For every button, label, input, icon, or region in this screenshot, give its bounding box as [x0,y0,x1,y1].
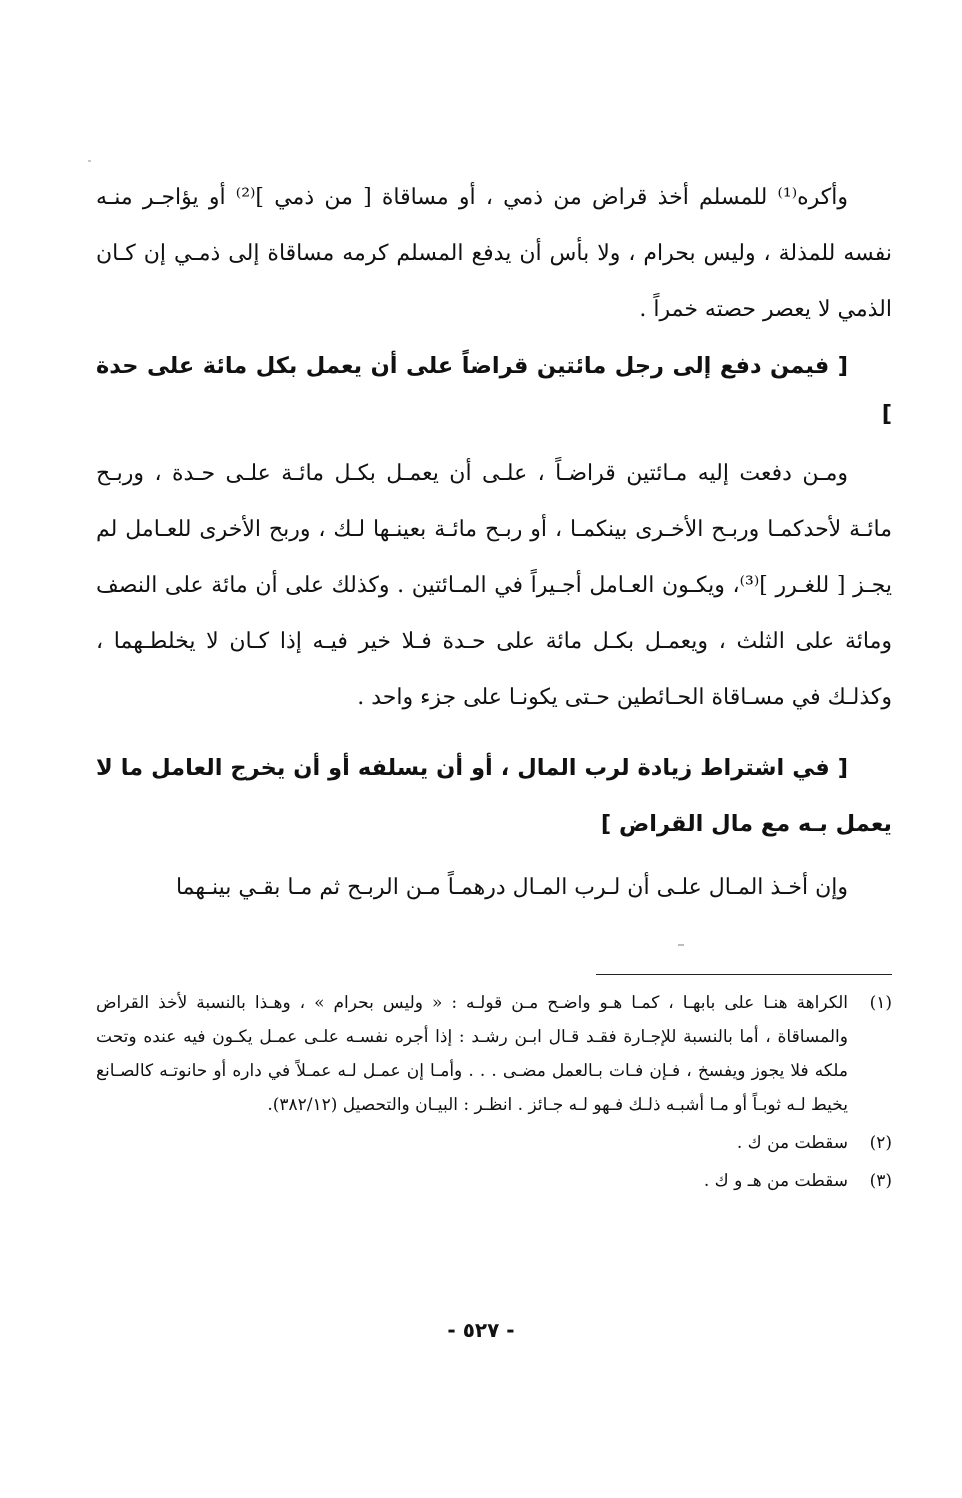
main-text [96,170,892,916]
footnote-2 [96,1126,892,1160]
footnote-1 [96,986,892,1122]
footnote-text: سقطت من ك . [736,1133,848,1153]
section-heading-extra-for-owner: [ في اشتراط زيادة لرب المال ، أو أن يسلفه أو أن يخرج العامل ما لا يعمل بـه مع مال القراض ] [96,755,892,837]
scan-artifact [678,944,684,946]
footnote-separator [596,974,892,975]
footnote-text: الكراهة هنـا على بابهـا ، كمـا هـو واضـح مـن قولـه : « وليس بحرام » ، وهـذا بالنسبة لأخذ القراض والمساقاة ، أما بالنسبة للإجـارة فقـد قـال ابـن رشـد : إذا أجره نفسـه علـى عمـل يكـون فيه عنده وتحت ملكه فلا يجوز ويفسخ ، فـإن فـات بـالعمل مضـى . . . وأمـا إن عمـل لـه عمـلاً في داره أو حانوتـه كالصـانع يخيط لـه ثوبـاً أو مـا أشبـه ذلـك فـهو لـه جـائز . انظـر : البيـان والتحصيل (٣٨٢/١٢). [96,993,848,1115]
footnote-text: سقطت من هـ و ك . [703,1171,848,1191]
paragraph-extra-for-owner: وإن أخـذ المـال علـى أن لـرب المـال درهمـاً مـن الربـح ثم مـا بقـي بينـهما [175,875,848,900]
paragraph-two-hundred-qirad: ومـن دفعت إليه مـائتين قراضـاً ، علـى أن يعمـل بكـل مائـة علـى حـدة ، وربـح مائـة لأحدكمـا وربـح الأخـرى بينكمـا ، أو ربـح مائـة بعينـها لـك ، وربح الأخرى للعـامل لم يجـز [ للغـرر ]⁽³⁾، ويكـون العـامل أجـيراً في المـائتين . وكذلك على أن مائة على النصف ومائة على الثلث ، ويعمـل بكـل مائة على حـدة فـلا خير فيـه إذا كـان لا يخلطـهما ، وكذلـك في مسـاقاة الحـائطين حـتى يكونـا على جزء واحد . [96,461,892,710]
footnote-number: (٢) [869,1133,892,1153]
footnote-number: (١) [869,993,892,1013]
scan-artifact [88,160,91,162]
footnotes [96,986,892,1198]
footnote-3 [96,1164,892,1198]
section-heading-two-hundred-qirad: [ فيمن دفع إلى رجل مائتين قراضاً على أن يعمل بكل مائة على حدة ] [96,353,892,427]
page-number: - ٥٢٧ - [447,1318,515,1342]
footnote-number: (٣) [869,1171,892,1191]
paragraph-intro: وأكره⁽¹⁾ للمسلم أخذ قراض من ذمي ، أو مساقاة [ من ذمي ]⁽²⁾ أو يؤاجـر منـه نفسه للمذلة ، وليس بحرام ، ولا بأس أن يدفع المسلم كرمه مساقاة إلى ذمـي إن كـان الذمي لا يعصر حصته خمراً . [96,185,892,322]
